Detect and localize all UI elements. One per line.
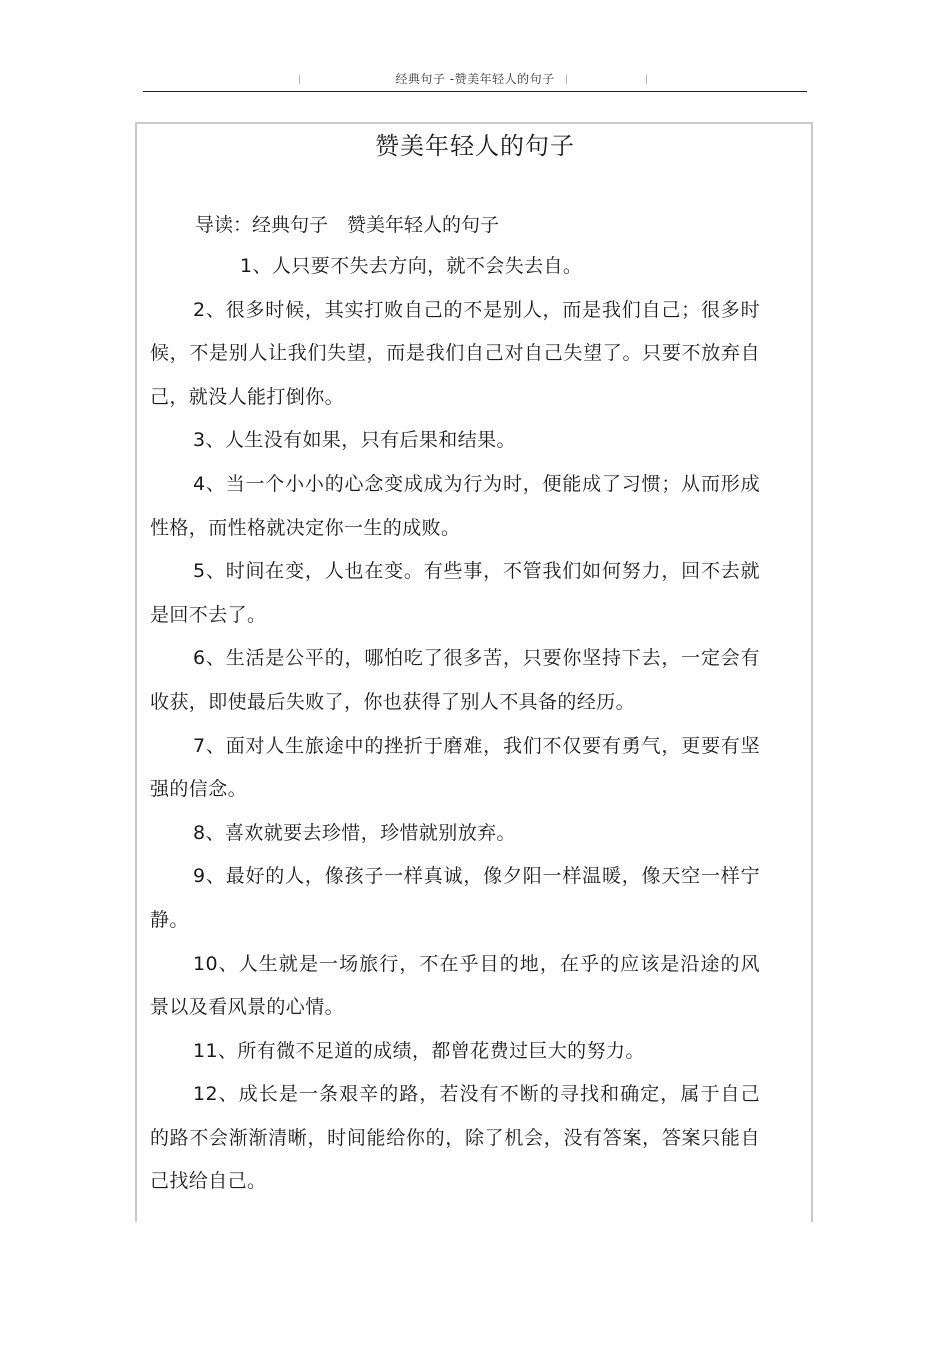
header-tick-right [646, 75, 647, 84]
sentence-item: 12、成长是一条艰辛的路，若没有不断的寻找和确定，属于自己的路不会渐渐清晰，时间能给你的，除了机会，没有答案，答案只能自己找给自己。 [150, 1083, 760, 1193]
sentence-item: 9、最好的人，像孩子一样真诚，像夕阳一样温暖，像天空一样宁静。 [150, 865, 760, 931]
header-rule [143, 91, 807, 92]
sentence-item: 1、人只要不失去方向，就不会失去自。 [240, 255, 583, 277]
sentence-item: 8、喜欢就要去珍惜，珍惜就别放弃。 [193, 821, 516, 844]
sentence-item: 2、很多时候，其实打败自己的不是别人，而是我们自己；很多时候，不是别人让我们失望，而是我们自己对自己失望了。只要不放弃自己，就没人能打倒你。 [150, 298, 760, 408]
header-tick-left [299, 75, 300, 84]
sentence-item: 11、所有微不足道的成绩，都曾花费过巨大的努力。 [193, 1039, 645, 1062]
sentence-item: 7、面对人生旅途中的挫折于磨难，我们不仅要有勇气，更要有坚强的信念。 [150, 734, 760, 801]
sentence-item: 6、生活是公平的，哪怕吃了很多苦，只要你坚持下去，一定会有收获，即使最后失败了，你也获得了别人不具备的经历。 [150, 647, 760, 713]
running-header: 经典句子 -赞美年轻人的句子 [395, 72, 555, 86]
sentence-item: 5、时间在变，人也在变。有些事，不管我们如何努力，回不去就是回不去了。 [150, 560, 760, 626]
sentence-item: 10、人生就是一场旅行，不在乎目的地，在乎的应该是沿途的风景以及看风景的心情。 [150, 952, 760, 1019]
sentence-item: 3、人生没有如果，只有后果和结果。 [193, 429, 516, 452]
sentence-list [150, 245, 760, 1204]
header-tick-center [566, 75, 567, 84]
lead-line: 导读：经典句子 赞美年轻人的句子 [195, 214, 500, 236]
sentence-item: 4、当一个小小的心念变成成为行为时，便能成了习惯；从而形成性格，而性格就决定你一生的成败。 [150, 472, 760, 539]
document-title: 赞美年轻人的句子 [375, 132, 575, 160]
